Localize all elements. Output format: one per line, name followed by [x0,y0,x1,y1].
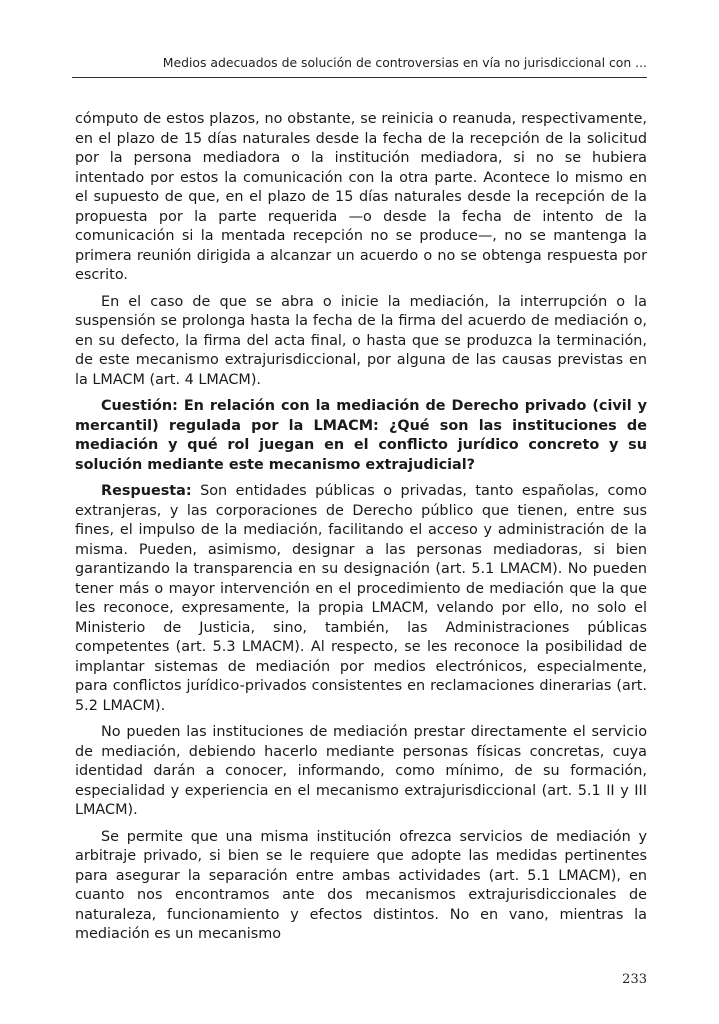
paragraph-arbitration: Se permite que una misma institución ofrezca servicios de mediación y arbitraje privado, si bien se le requiere que adopte las medidas pertinentes para asegurar la separación entre ambas actividades (art. 5.1 LMACM), en cuanto nos encontramos ante dos mecanismos extrajurisdiccionales de naturaleza, funcionamiento y efectos distintos. No en vano, mientras la mediación es un mecanismo [75,828,647,942]
question-heading: Cuestión: En relación con la mediación de Derecho privado (civil y mercantil) regulada por la LMACM: ¿Qué son las instituciones de mediación y qué rol juegan en el conflicto jurídico concreto y su solución mediante este mecanismo extrajudicial? [75,398,647,473]
paragraph-service: No pueden las instituciones de mediación prestar directamente el servicio de mediación, debiendo hacerlo mediante personas físicas concretas, cuya identidad darán a conocer, informando, como mínimo, de su formación, especialidad y experiencia en el mecanismo extrajurisdiccional (art. 5.1 II y III LMACM). [75,724,647,818]
answer-label: Respuesta: [101,483,192,499]
running-head: Medios adecuados de solución de controversias en vía no jurisdiccional con ... [162,55,647,70]
answer-text: Son entidades públicas o privadas, tanto españolas, como extranjeras, y las corporaciones de Derecho público que tienen, entre sus fines, el impulso de la mediación, facilitando el acceso y administración de la misma. Pueden, asimismo, designar a las personas mediadoras, si bien garantizando la transparencia en su designación (art. 5.1 LMACM). No pueden tener más o mayor intervención en el procedimiento de mediación que la que les reconoce, expresamente, la propia LMACM, velando por ello, no solo el Ministerio de Justicia, sino, también, las Administraciones públicas competentes (art. 5.3 LMACM). Al respecto, se les reconoce la posibilidad de implantar sistemas de mediación por medios electrónicos, especialmente, para conflictos jurídico-privados consistentes en reclamaciones dinerarias (art. 5.2 LMACM). [75,483,647,714]
paragraph-interruption: En el caso de que se abra o inicie la mediación, la interrupción o la suspensión se prolonga hasta la fecha de la firma del acuerdo de mediación o, en su defecto, la firma del acta final, o hasta que se produzca la terminación, de este mecanismo extrajurisdiccional, por alguna de las causas previstas en la LMACM (art. 4 LMACM). [75,293,647,388]
header-rule [72,77,647,78]
paragraph-continuation: cómputo de estos plazos, no obstante, se reinicia o reanuda, respectivamente, en el plazo de 15 días naturales desde la fecha de la recepción de la solicitud por la persona mediadora o la institución mediadora, si no se hubiera intentado por estos la comunicación con la otra parte. Acontece lo mismo en el supuesto de que, en el plazo de 15 días naturales desde la recepción de la propuesta por la parte requerida —o desde la fecha de intento de la comunicación si la mentada recepción no se produce—, no se mantenga la primera reunión dirigida a alcanzar un acuerdo o no se obtenga respuesta por escrito. [75,111,647,283]
page-body [75,110,647,952]
page-number: 233 [622,972,647,987]
answer-paragraph [75,482,647,716]
